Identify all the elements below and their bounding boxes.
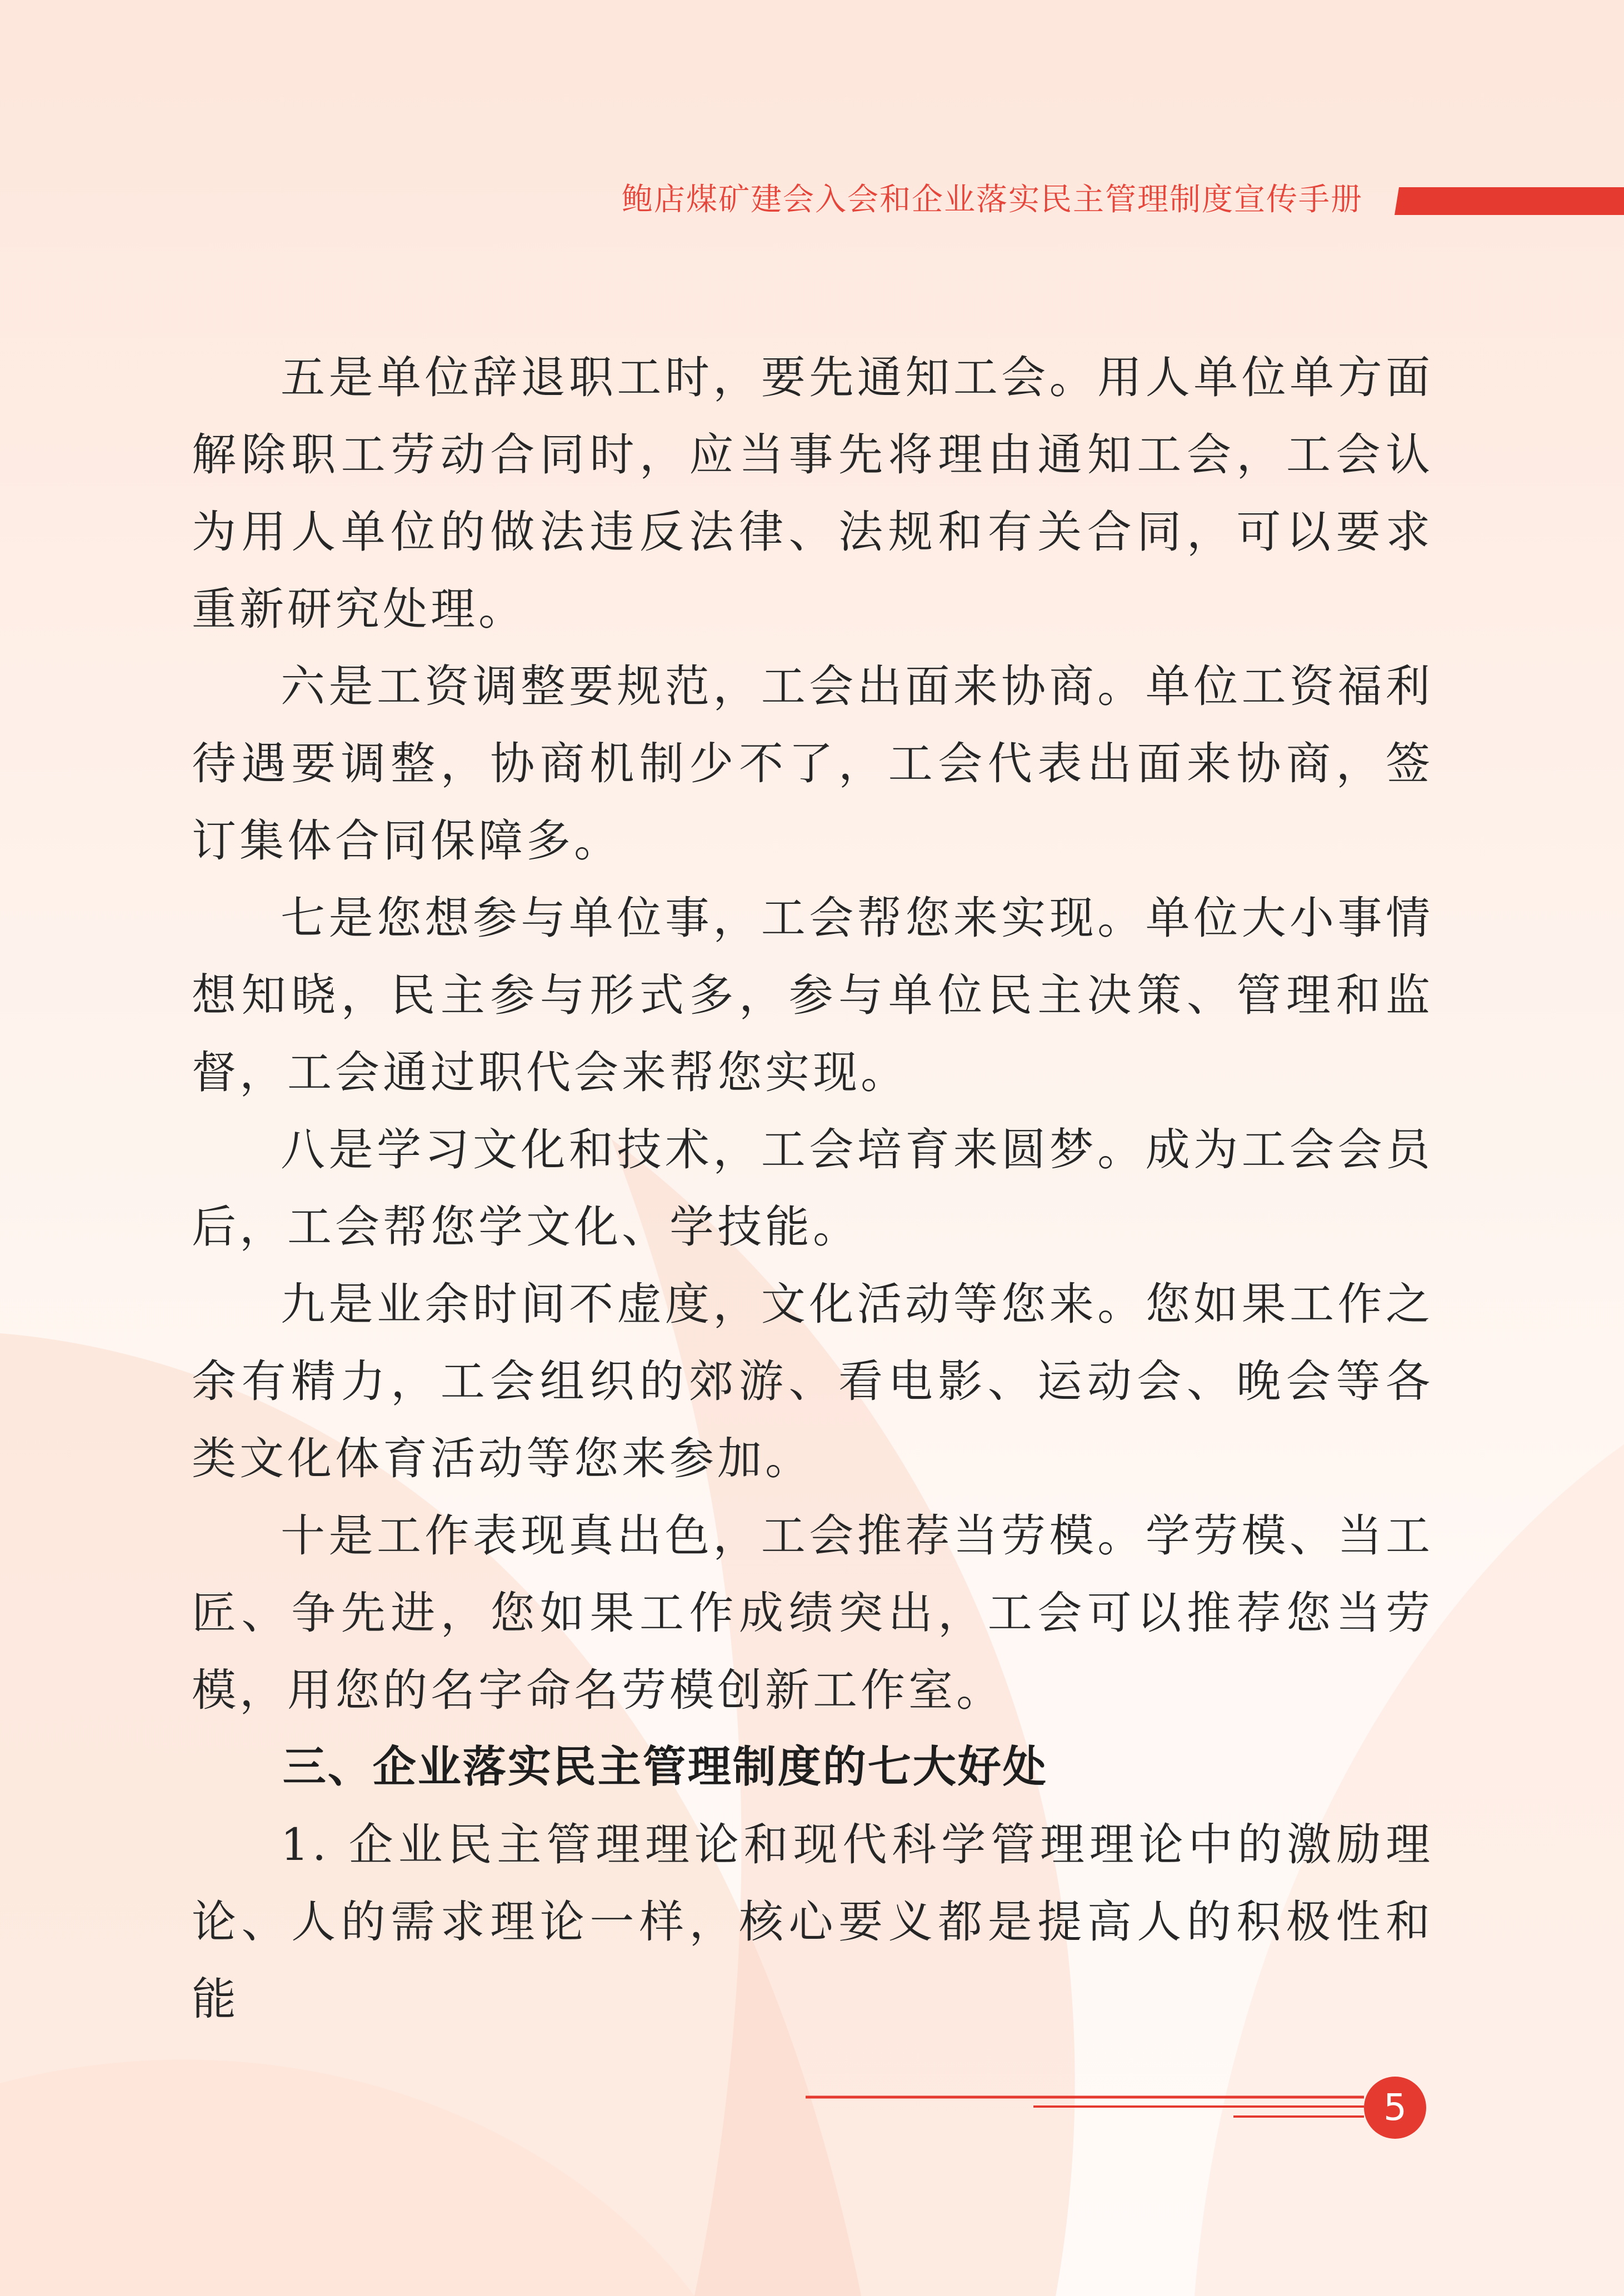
paragraph-5: 五是单位辞退职工时，要先通知工会。用人单位单方面解除职工劳动合同时，应当事先将理由通知工会，工会认为用人单位的做法违反法律、法规和有关合同，可以要求重新研究处理。: [192, 352, 1433, 635]
paragraph-benefit-1: 1. 企业民主管理理论和现代科学管理理论中的激励理论、人的需求理论一样，核心要义都是提高人的积极性和能: [192, 1819, 1433, 2025]
running-header-title: 鲍店煤矿建会入会和企业落实民主管理制度宣传手册: [622, 182, 1363, 218]
paragraph-9: 九是业余时间不虚度，文化活动等您来。您如果工作之余有精力，工会组织的郊游、看电影、运动会、晚会等各类文化体育活动等您来参加。: [192, 1278, 1433, 1484]
running-header: [0, 181, 1624, 219]
page-number-badge: 5: [1364, 2077, 1426, 2139]
paragraph-6: 六是工资调整要规范，工会出面来协商。单位工资福利待遇要调整，协商机制少不了，工会代表出面来协商，签订集体合同保障多。: [192, 661, 1433, 867]
paragraph-10: 十是工作表现真出色，工会推荐当劳模。学劳模、当工匠、争先进，您如果工作成绩突出，工会可以推荐您当劳模，用您的名字命名劳模创新工作室。: [192, 1510, 1433, 1716]
header-accent-bar: [1395, 187, 1624, 215]
paragraph-8: 八是学习文化和技术，工会培育来圆梦。成为工会会员后，工会帮您学文化、学技能。: [192, 1124, 1433, 1253]
paragraph-7: 七是您想参与单位事，工会帮您来实现。单位大小事情想知晓，民主参与形式多，参与单位民主决策、管理和监督，工会通过职代会来帮您实现。: [192, 892, 1433, 1098]
page-body: [192, 339, 1433, 2038]
section-heading: 三、企业落实民主管理制度的七大好处: [282, 1742, 1048, 1792]
